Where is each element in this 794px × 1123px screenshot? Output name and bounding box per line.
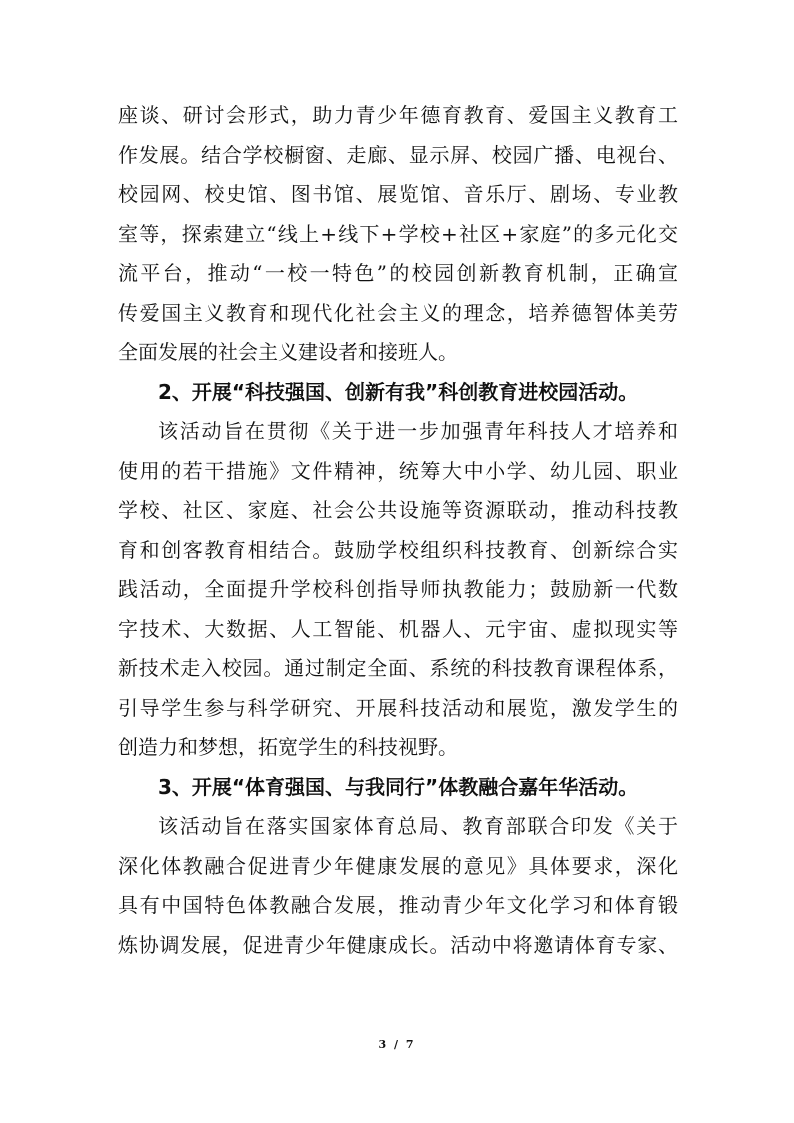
section-heading: 2、开展“科技强国、创新有我”科创教育进校园活动。 [158, 379, 639, 404]
text-line: 育和创客教育相结合。鼓励学校组织科技教育、创新综合实 [118, 537, 678, 562]
document-body [118, 96, 678, 965]
text-line: 践活动，全面提升学校科创指导师执教能力；鼓励新一代数 [118, 577, 678, 601]
text-line: 全面发展的社会主义建设者和接班人。 [118, 340, 458, 364]
page-number: 3 / 7 [378, 1038, 416, 1051]
text-line: 炼协调发展，促进青少年健康成长。活动中将邀请体育专家、 [118, 932, 678, 957]
text-line: 新技术走入校园。通过制定全面、系统的科技教育课程体系， [118, 656, 678, 680]
text-line: 传爱国主义教育和现代化社会主义的理念，培养德智体美劳 [118, 300, 678, 325]
text-line: 创造力和梦想，拓宽学生的科技视野。 [118, 735, 458, 759]
text-line: 具有中国特色体教融合发展，推动青少年文化学习和体育锻 [118, 893, 678, 917]
text-line: 作发展。结合学校橱窗、走廊、显示屏、校园广播、电视台、 [118, 142, 678, 167]
paragraph-first-line: 该活动旨在落实国家体育总局、教育部联合印发《关于 [158, 814, 678, 838]
text-line: 深化体教融合促进青少年健康发展的意见》具体要求，深化 [118, 853, 678, 878]
text-line: 座谈、研讨会形式，助力青少年德育教育、爱国主义教育工 [118, 103, 678, 127]
text-line: 引导学生参与科学研究、开展科技活动和展览，激发学生的 [118, 695, 678, 720]
section-heading: 3、开展“体育强国、与我同行”体教融合嘉年华活动。 [158, 774, 639, 799]
text-line: 使用的若干措施》文件精神，统筹大中小学、幼儿园、职业 [118, 458, 678, 483]
text-line: 校园网、校史馆、图书馆、展览馆、音乐厅、剧场、专业教 [118, 182, 678, 206]
text-line: 流平台，推动“一校一特色”的校园创新教育机制，正确宣 [118, 261, 678, 285]
text-line: 字技术、大数据、人工智能、机器人、元宇宙、虚拟现实等 [118, 616, 678, 641]
text-line: 学校、社区、家庭、社会公共设施等资源联动，推动科技教 [118, 498, 678, 522]
text-line: 室等，探索建立“线上+线下+学校+社区+家庭”的多元化交 [118, 221, 678, 246]
paragraph-first-line: 该活动旨在贯彻《关于进一步加强青年科技人才培养和 [158, 419, 678, 443]
